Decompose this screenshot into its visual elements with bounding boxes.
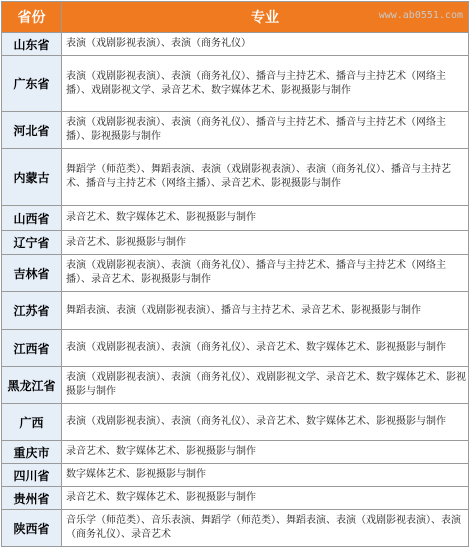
majors-cell: 舞蹈表演、表演（戏剧影视表演）、播音与主持艺术、录音艺术、影视摄影与制作: [62, 292, 469, 330]
province-cell: 重庆市: [2, 441, 62, 464]
majors-cell: 表演（戏剧影视表演）、表演（商务礼仪）、播音与主持艺术、播音与主持艺术（网络主播）、影视摄影与制作: [62, 112, 469, 149]
province-cell: 贵州省: [2, 487, 62, 510]
table-row: [2, 255, 469, 292]
majors-cell: 舞蹈学（师范类）、舞蹈表演、表演（戏剧影视表演）、表演（商务礼仪）、播音与主持艺术、播音与主持艺术（网络主播）、录音艺术、影视摄影与制作: [62, 149, 469, 206]
province-cell: 广东省: [2, 56, 62, 112]
province-cell: 江西省: [2, 330, 62, 367]
majors-cell: 表演（戏剧影视表演）、表演（商务礼仪）、播音与主持艺术、播音与主持艺术（网络主播）、录音艺术、影视摄影与制作: [62, 255, 469, 292]
majors-cell: 表演（戏剧影视表演）、表演（商务礼仪）、录音艺术、数字媒体艺术、影视摄影与制作: [62, 404, 469, 441]
majors-cell: 表演（戏剧影视表演）、表演（商务礼仪）: [62, 33, 469, 56]
majors-table-container: [1, 1, 468, 547]
table-row: [2, 464, 469, 487]
province-cell: 广西: [2, 404, 62, 441]
province-cell: 陕西省: [2, 510, 62, 547]
table-row: [2, 510, 469, 547]
majors-cell: 表演（戏剧影视表演）、表演（商务礼仪）、播音与主持艺术、播音与主持艺术（网络主播）、戏剧影视文学、录音艺术、数字媒体艺术、影视摄影与制作: [62, 56, 469, 112]
province-cell: 河北省: [2, 112, 62, 149]
table-row: [2, 149, 469, 206]
table-row: [2, 33, 469, 56]
table-row: [2, 367, 469, 404]
majors-cell: 录音艺术、数字媒体艺术、影视摄影与制作: [62, 441, 469, 464]
province-column-header: 省份: [2, 2, 62, 33]
table-row: [2, 292, 469, 330]
majors-table: [1, 1, 469, 547]
table-row: [2, 231, 469, 255]
province-cell: 吉林省: [2, 255, 62, 292]
table-row: [2, 404, 469, 441]
province-cell: 山东省: [2, 33, 62, 56]
province-cell: 四川省: [2, 464, 62, 487]
table-header-row: [2, 2, 469, 33]
table-row: [2, 441, 469, 464]
province-cell: 辽宁省: [2, 231, 62, 255]
site-watermark: www.ab0551.com: [378, 10, 463, 21]
table-row: [2, 206, 469, 231]
table-row: [2, 112, 469, 149]
majors-cell: 录音艺术、数字媒体艺术、影视摄影与制作: [62, 487, 469, 510]
province-cell: 黑龙江省: [2, 367, 62, 404]
majors-cell: 录音艺术、数字媒体艺术、影视摄影与制作: [62, 206, 469, 231]
province-cell: 江苏省: [2, 292, 62, 330]
table-row: [2, 487, 469, 510]
major-column-header: 专业: [62, 2, 469, 33]
majors-cell: 音乐学（师范类）、音乐表演、舞蹈学（师范类）、舞蹈表演、表演（戏剧影视表演）、表演（商务礼仪）、录音艺术: [62, 510, 469, 547]
table-row: [2, 330, 469, 367]
majors-cell: 数字媒体艺术、影视摄影与制作: [62, 464, 469, 487]
table-row: [2, 56, 469, 112]
province-cell: 内蒙古: [2, 149, 62, 206]
majors-cell: 表演（戏剧影视表演）、表演（商务礼仪）、戏剧影视文学、录音艺术、数字媒体艺术、影视摄影与制作: [62, 367, 469, 404]
majors-cell: 表演（戏剧影视表演）、表演（商务礼仪）、录音艺术、数字媒体艺术、影视摄影与制作: [62, 330, 469, 367]
majors-cell: 录音艺术、影视摄影与制作: [62, 231, 469, 255]
province-cell: 山西省: [2, 206, 62, 231]
